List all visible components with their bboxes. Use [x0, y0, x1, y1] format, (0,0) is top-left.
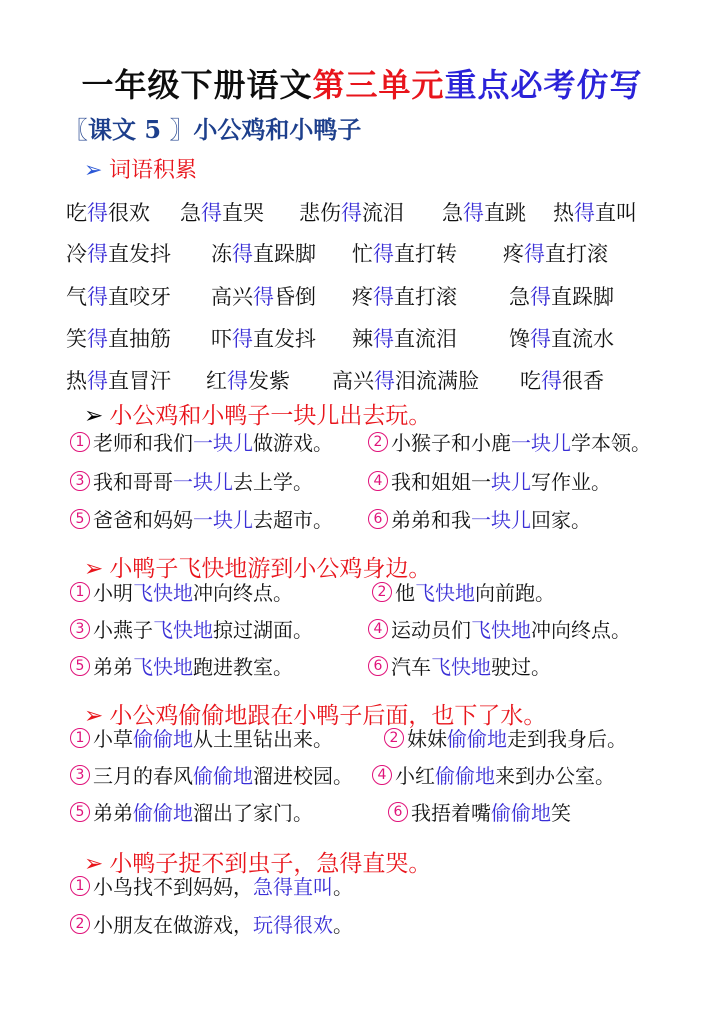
example-sentence	[368, 427, 651, 456]
sentence-keyword: 偷偷地	[435, 764, 495, 788]
sentence-keyword: 飞快地	[471, 618, 531, 642]
vocab-word-de: 得	[232, 242, 253, 266]
sentence-suffix: 掠过湖面。	[213, 618, 313, 642]
vocab-row	[66, 281, 666, 311]
vocab-word-tail: 直跳	[484, 201, 526, 225]
sentence-keyword: 一块儿	[193, 431, 253, 455]
vocab-word-head: 红	[206, 369, 227, 393]
vocab-word-de: 得	[87, 369, 108, 393]
lesson-heading	[64, 110, 361, 145]
vocab-word-head: 冻	[211, 242, 232, 266]
vocab-row	[66, 238, 666, 268]
vocab-word-head: 热	[553, 201, 574, 225]
sentence-keyword: 偷偷地	[133, 801, 193, 825]
number-badge: 6	[368, 509, 388, 529]
sentence-suffix: 从土里钻出来。	[193, 727, 333, 751]
vocab-word	[180, 197, 264, 227]
arrow-icon: ➢	[84, 556, 104, 582]
vocab-word-de: 得	[541, 369, 562, 393]
number-badge: 3	[70, 619, 90, 639]
sentence-keyword: 偷偷地	[447, 727, 507, 751]
vocab-heading-text: 词语积累	[109, 158, 198, 183]
vocab-word	[520, 365, 604, 395]
sentence-prefix: 小燕子	[93, 618, 153, 642]
vocab-word-tail: 昏倒	[274, 285, 316, 309]
number-badge: 1	[70, 582, 90, 602]
sentence-keyword: 偷偷地	[133, 727, 193, 751]
sentence-keyword: 偷偷地	[491, 801, 551, 825]
vocab-word	[211, 281, 316, 311]
vocab-word-de: 得	[530, 327, 551, 351]
vocab-word-head: 吃	[520, 369, 541, 393]
vocab-word	[66, 323, 171, 353]
vocab-word	[66, 281, 171, 311]
section-heading	[84, 397, 431, 430]
vocab-word-de: 得	[373, 242, 394, 266]
title-part-1: 一年级下册语文	[81, 66, 313, 104]
example-sentence	[70, 760, 353, 789]
example-sentence	[368, 614, 631, 643]
sentence-prefix: 小明	[93, 581, 133, 605]
example-sentence	[372, 760, 615, 789]
number-badge: 3	[70, 471, 90, 491]
sentence-suffix: 做游戏。	[253, 431, 333, 455]
vocab-word-de: 得	[201, 201, 222, 225]
sentence-prefix: 弟弟	[93, 801, 133, 825]
sentence-suffix: 冲向终点。	[193, 581, 293, 605]
lesson-label: 课文	[88, 115, 136, 144]
vocab-word-head: 冷	[66, 242, 87, 266]
vocab-word-tail: 很香	[562, 369, 604, 393]
vocab-word-head: 辣	[352, 327, 373, 351]
vocab-word-head: 气	[66, 285, 87, 309]
sentence-suffix: 来到办公室。	[495, 764, 615, 788]
number-badge: 4	[368, 471, 388, 491]
number-badge: 5	[70, 509, 90, 529]
vocab-word-tail: 直打滚	[394, 285, 457, 309]
sentence-suffix: 跑进教室。	[193, 655, 293, 679]
vocab-word-tail: 直跺脚	[253, 242, 316, 266]
vocab-word-tail: 直冒汗	[108, 369, 171, 393]
example-sentence	[70, 871, 353, 900]
vocab-word-tail: 发紫	[248, 369, 290, 393]
example-sentence	[70, 466, 313, 495]
sentence-keyword: 飞快地	[133, 655, 193, 679]
sentence-suffix: 去超市。	[253, 508, 333, 532]
vocab-word-de: 得	[574, 201, 595, 225]
sentence-prefix: 小红	[395, 764, 435, 788]
vocab-word-de: 得	[530, 285, 551, 309]
sentence-keyword: 急得直叫	[253, 875, 333, 899]
sentence-keyword: 飞快地	[415, 581, 475, 605]
vocab-word	[211, 238, 316, 268]
example-sentence	[384, 723, 627, 752]
sentence-keyword: 一块儿	[193, 508, 253, 532]
vocab-word-head: 急	[442, 201, 463, 225]
vocab-word-tail: 直哭	[222, 201, 264, 225]
vocab-word	[299, 197, 404, 227]
vocab-word	[442, 197, 526, 227]
sentence-keyword: 飞快地	[431, 655, 491, 679]
number-badge: 1	[70, 432, 90, 452]
vocab-word-de: 得	[87, 201, 108, 225]
section-heading-text: 小公鸡和小鸭子一块儿出去玩。	[109, 403, 432, 429]
vocab-word	[206, 365, 290, 395]
lesson-number: 5	[144, 115, 162, 144]
example-sentence	[368, 466, 611, 495]
sentence-prefix: 小草	[93, 727, 133, 751]
sentence-prefix: 弟弟	[93, 655, 133, 679]
example-sentence	[70, 614, 313, 643]
section-heading-text: 小公鸡偷偷地跟在小鸭子后面，也下了水。	[109, 703, 547, 729]
sentence-prefix: 我捂着嘴	[411, 801, 491, 825]
example-sentence	[70, 577, 293, 606]
vocab-word-de: 得	[341, 201, 362, 225]
sentence-prefix: 运动员们	[391, 618, 471, 642]
vocab-word-de: 得	[87, 242, 108, 266]
sentence-suffix: 去上学。	[233, 470, 313, 494]
number-badge: 4	[368, 619, 388, 639]
arrow-icon: ➢	[84, 158, 103, 183]
vocab-heading	[84, 153, 197, 184]
vocab-word-de: 得	[87, 327, 108, 351]
sentence-suffix: 。	[333, 875, 353, 899]
number-badge: 2	[372, 582, 392, 602]
vocab-word-tail: 直发抖	[108, 242, 171, 266]
sentence-keyword: 飞快地	[133, 581, 193, 605]
vocab-word	[509, 281, 614, 311]
sentence-keyword: 一块儿	[471, 508, 531, 532]
sentence-suffix: 回家。	[531, 508, 591, 532]
sentence-suffix: 驶过。	[491, 655, 551, 679]
number-badge: 6	[388, 802, 408, 822]
vocab-word-de: 得	[463, 201, 484, 225]
sentence-keyword: 一块儿	[173, 470, 233, 494]
vocab-word	[332, 365, 479, 395]
number-badge: 1	[70, 728, 90, 748]
sentence-prefix: 小猴子和小鹿	[391, 431, 511, 455]
sentence-keyword: 块儿	[491, 470, 531, 494]
sentence-keyword: 一块儿	[511, 431, 571, 455]
title-part-3: 重点必考仿写	[444, 66, 643, 104]
number-badge: 3	[70, 765, 90, 785]
sentence-suffix: 溜进校园。	[253, 764, 353, 788]
arrow-icon: ➢	[84, 403, 104, 429]
sentence-prefix: 妹妹	[407, 727, 447, 751]
vocab-word-de: 得	[87, 285, 108, 309]
example-sentence	[368, 651, 551, 680]
number-badge: 2	[384, 728, 404, 748]
vocab-row	[66, 323, 666, 353]
vocab-word-head: 热	[66, 369, 87, 393]
vocab-word-tail: 流泪	[362, 201, 404, 225]
number-badge: 5	[70, 802, 90, 822]
vocab-word-head: 吓	[211, 327, 232, 351]
sentence-suffix: 向前跑。	[475, 581, 555, 605]
sentence-keyword: 偷偷地	[193, 764, 253, 788]
vocab-row	[66, 197, 666, 227]
sentence-suffix: 写作业。	[531, 470, 611, 494]
example-sentence	[70, 427, 333, 456]
vocab-word	[352, 323, 457, 353]
vocab-word-de: 得	[374, 369, 395, 393]
lesson-bracket-close: 〗	[169, 116, 194, 144]
sentence-suffix: 学本领。	[571, 431, 651, 455]
number-badge: 2	[368, 432, 388, 452]
vocab-word-tail: 直流泪	[394, 327, 457, 351]
vocab-word-tail: 直跺脚	[551, 285, 614, 309]
title-part-2: 第三单元	[312, 66, 445, 104]
example-sentence	[70, 651, 293, 680]
vocab-word	[211, 323, 316, 353]
example-sentence	[70, 723, 333, 752]
vocab-word-head: 笑	[66, 327, 87, 351]
vocab-word-tail: 直打滚	[545, 242, 608, 266]
arrow-icon: ➢	[84, 851, 104, 877]
example-sentence	[70, 797, 313, 826]
vocab-word-tail: 直打转	[394, 242, 457, 266]
vocab-word-tail: 直流水	[551, 327, 614, 351]
sentence-prefix: 弟弟和我	[391, 508, 471, 532]
vocab-word-tail: 直叫	[595, 201, 637, 225]
sentence-prefix: 他	[395, 581, 415, 605]
vocab-word-de: 得	[227, 369, 248, 393]
vocab-word-head: 疼	[352, 285, 373, 309]
number-badge: 1	[70, 876, 90, 896]
sentence-suffix: 冲向终点。	[531, 618, 631, 642]
vocab-word	[352, 281, 457, 311]
vocab-row	[66, 365, 666, 395]
vocab-word-tail: 直发抖	[253, 327, 316, 351]
vocab-word-head: 忙	[352, 242, 373, 266]
sentence-keyword: 飞快地	[153, 618, 213, 642]
vocab-word-head: 疼	[503, 242, 524, 266]
vocab-word-head: 高兴	[211, 285, 253, 309]
sentence-prefix: 老师和我们	[93, 431, 193, 455]
sentence-prefix: 三月的春风	[93, 764, 193, 788]
arrow-icon: ➢	[84, 703, 104, 729]
sentence-suffix: 溜出了家门。	[193, 801, 313, 825]
example-sentence	[70, 909, 353, 938]
section-heading-text: 小鸭子飞快地游到小公鸡身边。	[109, 556, 432, 582]
number-badge: 5	[70, 656, 90, 676]
lesson-name: 小公鸡和小鸭子	[193, 115, 362, 144]
vocab-word-head: 急	[509, 285, 530, 309]
vocab-word-tail: 直抽筋	[108, 327, 171, 351]
vocab-word-head: 吃	[66, 201, 87, 225]
vocab-word-tail: 很欢	[108, 201, 150, 225]
vocab-word-head: 急	[180, 201, 201, 225]
sentence-prefix: 汽车	[391, 655, 431, 679]
vocab-word	[66, 365, 171, 395]
example-sentence	[70, 504, 333, 533]
vocab-word-de: 得	[373, 285, 394, 309]
sentence-suffix: 走到我身后。	[507, 727, 627, 751]
vocab-word-de: 得	[524, 242, 545, 266]
sentence-prefix: 爸爸和妈妈	[93, 508, 193, 532]
lesson-bracket-open: 〖	[64, 116, 88, 144]
vocab-word-head: 高兴	[332, 369, 374, 393]
sentence-suffix: 。	[333, 913, 353, 937]
vocab-word-tail: 直咬牙	[108, 285, 171, 309]
sentence-keyword: 玩得很欢	[253, 913, 333, 937]
example-sentence	[388, 797, 571, 826]
vocab-word	[553, 197, 637, 227]
vocab-word	[66, 197, 150, 227]
vocab-word	[503, 238, 608, 268]
sentence-suffix: 笑	[551, 801, 571, 825]
example-sentence	[368, 504, 591, 533]
section-heading-text: 小鸭子捉不到虫子，急得直哭。	[109, 851, 432, 877]
number-badge: 6	[368, 656, 388, 676]
sentence-prefix: 我和哥哥	[93, 470, 173, 494]
sentence-prefix: 小鸟找不到妈妈，	[93, 875, 253, 899]
vocab-word-head: 悲伤	[299, 201, 341, 225]
page-title	[0, 60, 724, 106]
vocab-word	[509, 323, 614, 353]
vocab-word-tail: 泪流满脸	[395, 369, 479, 393]
number-badge: 4	[372, 765, 392, 785]
vocab-word	[352, 238, 457, 268]
example-sentence	[372, 577, 555, 606]
vocab-word	[66, 238, 171, 268]
sentence-prefix: 小朋友在做游戏，	[93, 913, 253, 937]
vocab-word-de: 得	[373, 327, 394, 351]
vocab-word-de: 得	[232, 327, 253, 351]
sentence-prefix: 我和姐姐一	[391, 470, 491, 494]
vocab-word-head: 馋	[509, 327, 530, 351]
vocab-word-de: 得	[253, 285, 274, 309]
number-badge: 2	[70, 914, 90, 934]
